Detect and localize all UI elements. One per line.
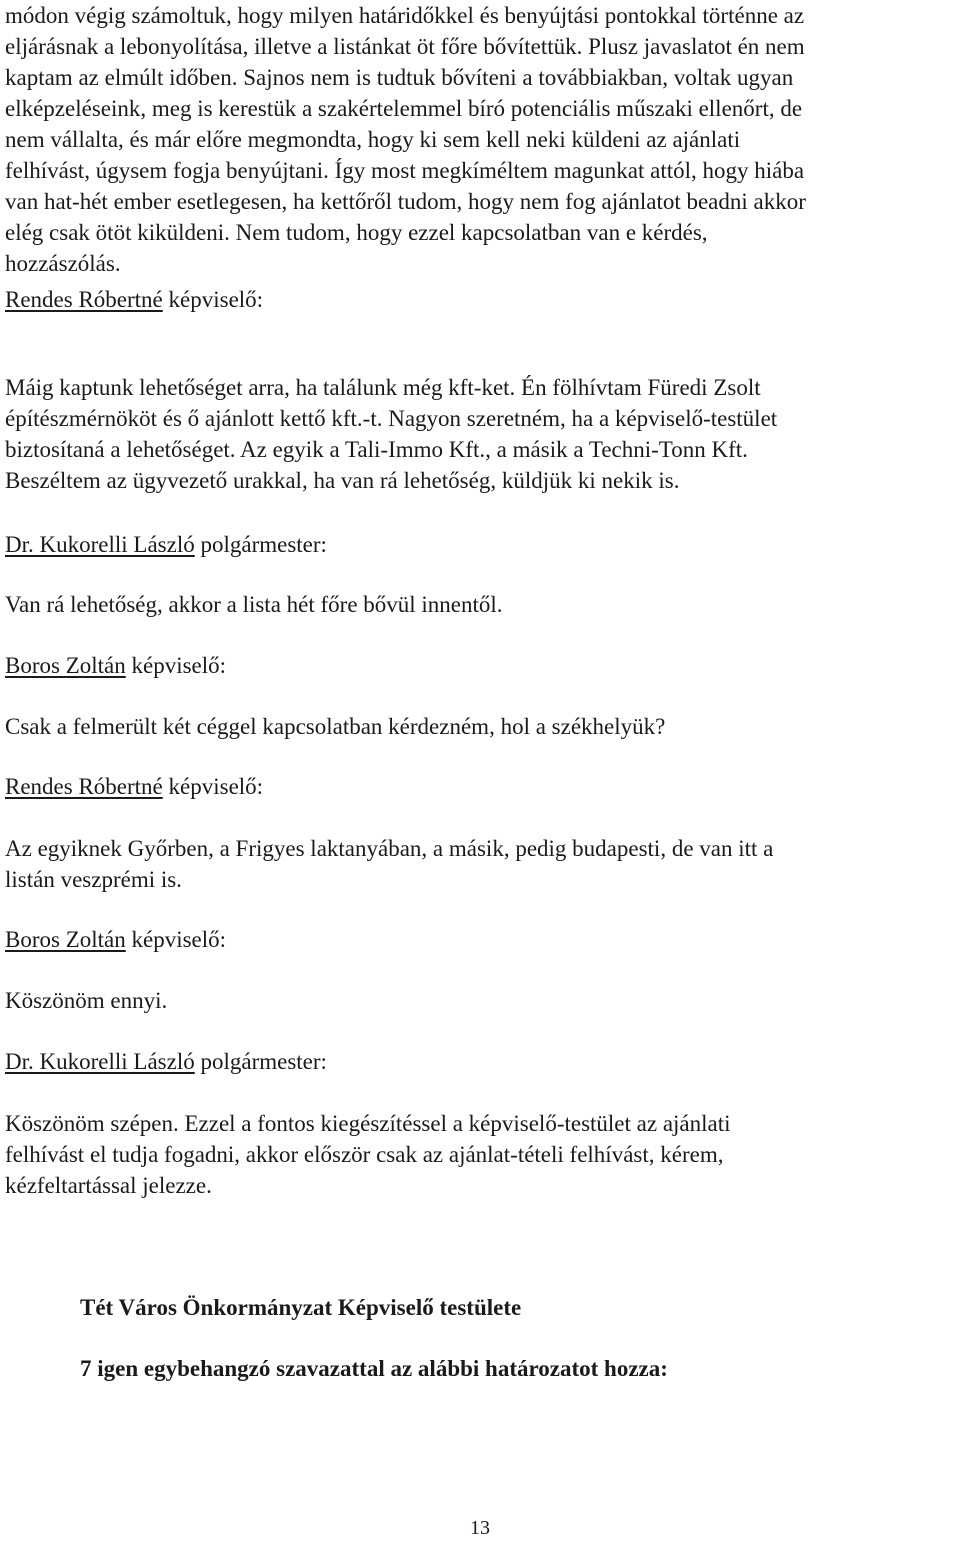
speaker-role: képviselő: <box>162 774 264 799</box>
paragraph-line: Csak a felmerült két céggel kapcsolatban kérdezném, hol a székhelyük? <box>5 714 666 739</box>
paragraph-line: Beszéltem az ügyvezető urakkal, ha van rá lehetőség, küldjük ki nekik is. <box>5 468 680 493</box>
speaker-name: Rendes Róbertné <box>5 287 163 312</box>
speaker-label <box>5 924 226 955</box>
speaker-name: Dr. Kukorelli László <box>5 1049 195 1074</box>
paragraph-line: biztosítaná a lehetőséget. Az egyik a Tali-Immo Kft., a másik a Techni-Tonn Kft. <box>5 437 748 462</box>
transcript-flow <box>5 0 960 279</box>
speaker-role: polgármester: <box>194 532 327 557</box>
paragraph-line: Köszönöm ennyi. <box>5 988 168 1013</box>
speaker-label <box>5 650 226 681</box>
paragraph-reply <box>5 833 960 895</box>
paragraph-line: hozzászólás. <box>5 251 121 276</box>
paragraph-reply <box>5 372 960 496</box>
paragraph-line: listán veszprémi is. <box>5 867 182 892</box>
paragraph-closing-remarks <box>5 1108 960 1201</box>
paragraph-line: eljárásnak a lebonyolítása, illetve a listánkat öt főre bővítettük. Plusz javaslatot én nem <box>5 34 805 59</box>
paragraph-line: Van rá lehetőség, akkor a lista hét főre bővül innentől. <box>5 592 503 617</box>
speaker-role: képviselő: <box>125 927 227 952</box>
speaker-label <box>5 1046 327 1077</box>
resolution-vote-line: 7 igen egybehangzó szavazattal az alábbi határozatot hozza: <box>80 1356 668 1381</box>
paragraph-line: van hat-hét ember esetlegesen, ha kettőről tudom, hogy nem fog ajánlatot beadni akkor <box>5 189 806 214</box>
resolution-body-title: Tét Város Önkormányzat Képviselő testülete <box>80 1295 522 1320</box>
paragraph-line: Az egyiknek Győrben, a Frigyes laktanyában, a másik, pedig budapesti, de van itt a <box>5 836 774 861</box>
speaker-role: polgármester: <box>194 1049 327 1074</box>
paragraph-line: módon végig számoltuk, hogy milyen határidőkkel és benyújtási pontokkal történne az <box>5 3 805 28</box>
speaker-label <box>5 529 327 560</box>
paragraph-intro <box>5 0 960 279</box>
paragraph-line: elég csak ötöt kiküldeni. Nem tudom, hogy ezzel kapcsolatban van e kérdés, <box>5 220 708 245</box>
speaker-name: Boros Zoltán <box>5 653 126 678</box>
speaker-name: Dr. Kukorelli László <box>5 532 195 557</box>
paragraph-line: építészmérnököt és ő ajánlott kettő kft.-t. Nagyon szeretném, ha a képviselő-testület <box>5 406 778 431</box>
paragraph-line: kézfeltartással jelezze. <box>5 1173 212 1198</box>
page-number: 13 <box>470 1517 490 1539</box>
speaker-label <box>5 284 263 315</box>
paragraph-line: kaptam az elmúlt időben. Sajnos nem is tudtuk bővíteni a továbbiakban, voltak ugyan <box>5 65 794 90</box>
paragraph-line: Köszönöm szépen. Ezzel a fontos kiegészítéssel a képviselő-testület az ajánlati <box>5 1111 731 1136</box>
speaker-name: Rendes Róbertné <box>5 774 163 799</box>
paragraph-line: nem vállalta, és már előre megmondta, hogy ki sem kell neki küldeni az ajánlati <box>5 127 741 152</box>
paragraph-line: felhívást el tudja fogadni, akkor először csak az ajánlat-tételi felhívást, kérem, <box>5 1142 724 1167</box>
paragraph-line: felhívást, úgysem fogja benyújtani. Így most megkíméltem magunkat attól, hogy hiába <box>5 158 805 183</box>
paragraph-reply <box>5 985 960 1016</box>
speaker-name: Boros Zoltán <box>5 927 126 952</box>
paragraph-reply <box>5 589 960 620</box>
paragraph-question <box>5 711 960 742</box>
speaker-label <box>5 771 263 802</box>
speaker-role: képviselő: <box>162 287 264 312</box>
paragraph-line: Máig kaptunk lehetőséget arra, ha találunk még kft-ket. Én fölhívtam Füredi Zsolt <box>5 375 761 400</box>
paragraph-line: elképzeléseink, meg is kerestük a szakértelemmel bíró potenciális műszaki ellenőrt, de <box>5 96 803 121</box>
speaker-role: képviselő: <box>125 653 227 678</box>
